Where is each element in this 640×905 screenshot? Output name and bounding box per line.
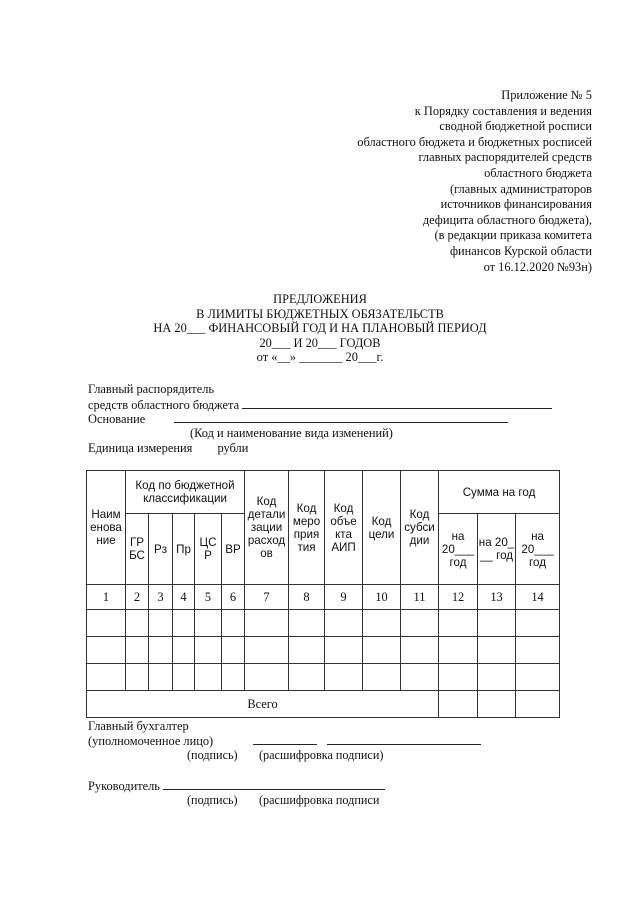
title-date: от «__» _______ 20___г. bbox=[256, 350, 384, 365]
head-sign-caption: (подпись) bbox=[187, 793, 238, 807]
appendix-block bbox=[357, 88, 592, 275]
appendix-line: источников финансирования bbox=[440, 197, 592, 212]
header-year-3: на 20___ год bbox=[516, 514, 560, 585]
table-cell[interactable] bbox=[173, 664, 195, 691]
table-cell[interactable] bbox=[149, 637, 173, 664]
column-number: 2 bbox=[126, 585, 149, 610]
sign-caption: (подпись) bbox=[187, 748, 238, 762]
table-cell[interactable] bbox=[439, 664, 478, 691]
title-line-2: В ЛИМИТЫ БЮДЖЕТНЫХ ОБЯЗАТЕЛЬСТВ bbox=[196, 306, 444, 321]
manager-field[interactable] bbox=[242, 397, 552, 409]
column-number: 11 bbox=[401, 585, 439, 610]
title-line-4: 20___ И 20___ ГОДОВ bbox=[259, 335, 381, 350]
appendix-line: областного бюджета bbox=[484, 165, 592, 180]
appendix-line: (главных администраторов bbox=[449, 181, 592, 196]
appendix-line: от 16.12.2020 №93н) bbox=[483, 259, 592, 274]
table-cell[interactable] bbox=[245, 610, 289, 637]
table-cell[interactable] bbox=[195, 664, 222, 691]
header-event-code: Код меро прия тия bbox=[289, 471, 325, 585]
column-number: 9 bbox=[325, 585, 363, 610]
table-cell[interactable] bbox=[126, 637, 149, 664]
column-number: 14 bbox=[516, 585, 560, 610]
basis-label: Основание bbox=[88, 412, 146, 426]
appendix-line: Приложение № 5 bbox=[501, 88, 592, 102]
table-cell[interactable] bbox=[401, 637, 439, 664]
unit-label: Единица измерения bbox=[88, 441, 193, 455]
table-cell[interactable] bbox=[289, 664, 325, 691]
title-line-1: ПРЕДЛОЖЕНИЯ bbox=[273, 292, 367, 306]
table-cell[interactable] bbox=[289, 637, 325, 664]
header-year-2: на 20_ __ год bbox=[478, 514, 516, 585]
appendix-line: сводной бюджетной росписи bbox=[439, 119, 592, 134]
table-cell[interactable] bbox=[87, 664, 126, 691]
total-label: Всего bbox=[87, 691, 439, 718]
accountant-label-1: Главный бухгалтер bbox=[88, 719, 189, 733]
column-number: 10 bbox=[363, 585, 401, 610]
limits-table bbox=[86, 470, 560, 718]
unit-row bbox=[88, 441, 248, 456]
table-cell[interactable] bbox=[87, 610, 126, 637]
column-number: 6 bbox=[222, 585, 245, 610]
basis-hint: (Код и наименование вида изменений) bbox=[190, 426, 393, 440]
appendix-line: к Порядку составления и ведения bbox=[414, 103, 592, 118]
appendix-line: областного бюджета и бюджетных росписей bbox=[357, 134, 592, 149]
table-cell[interactable] bbox=[245, 637, 289, 664]
head-decode-caption: (расшифровка подписи bbox=[259, 793, 380, 807]
header-csr: ЦС Р bbox=[195, 514, 222, 585]
table-cell[interactable] bbox=[195, 637, 222, 664]
header-pr: Пр bbox=[173, 514, 195, 585]
accountant-decode-line[interactable] bbox=[327, 744, 481, 745]
table-cell[interactable] bbox=[401, 664, 439, 691]
column-number: 4 bbox=[173, 585, 195, 610]
appendix-line: финансов Курской области bbox=[449, 243, 592, 258]
head-signature-line[interactable] bbox=[163, 778, 385, 790]
table-cell[interactable] bbox=[126, 610, 149, 637]
table-cell[interactable] bbox=[222, 664, 245, 691]
table-cell[interactable] bbox=[363, 610, 401, 637]
basis-field[interactable] bbox=[174, 411, 508, 423]
table-cell[interactable] bbox=[478, 637, 516, 664]
table-cell[interactable] bbox=[87, 637, 126, 664]
table-cell[interactable] bbox=[195, 610, 222, 637]
table-cell[interactable] bbox=[149, 610, 173, 637]
table-cell[interactable] bbox=[439, 610, 478, 637]
head-row bbox=[88, 778, 385, 794]
table-cell[interactable] bbox=[222, 637, 245, 664]
accountant-label-2: (уполномоченное лицо) bbox=[88, 734, 214, 748]
document-title bbox=[0, 292, 640, 365]
table-cell[interactable] bbox=[173, 637, 195, 664]
table-cell[interactable] bbox=[401, 610, 439, 637]
header-detail-code: Код детали зации расход ов bbox=[245, 471, 289, 585]
header-rz: Рз bbox=[149, 514, 173, 585]
header-object-code: Код объе кта АИП bbox=[325, 471, 363, 585]
appendix-line: дефицита областного бюджета), bbox=[422, 212, 592, 227]
table-cell[interactable] bbox=[363, 637, 401, 664]
column-number: 3 bbox=[149, 585, 173, 610]
appendix-line: (в редакции приказа комитета bbox=[434, 228, 592, 243]
header-name: Наим енова ние bbox=[87, 471, 126, 585]
column-number: 1 bbox=[87, 585, 126, 610]
table-cell[interactable] bbox=[439, 637, 478, 664]
table-cell[interactable] bbox=[478, 664, 516, 691]
head-label: Руководитель bbox=[88, 779, 160, 793]
header-grbs: ГР БС bbox=[126, 514, 149, 585]
header-subsidy-code: Код субси дии bbox=[401, 471, 439, 585]
table-cell[interactable] bbox=[516, 610, 560, 637]
basis-row bbox=[88, 411, 508, 427]
total-row bbox=[87, 691, 560, 718]
total-cell[interactable] bbox=[516, 691, 560, 718]
table-cell[interactable] bbox=[516, 637, 560, 664]
decode-caption: (расшифровка подписи) bbox=[259, 748, 384, 762]
table-cell[interactable] bbox=[126, 664, 149, 691]
total-cell[interactable] bbox=[478, 691, 516, 718]
header-classification: Код по бюджетной классификации bbox=[126, 471, 245, 514]
table-cell[interactable] bbox=[363, 664, 401, 691]
table-cell[interactable] bbox=[325, 664, 363, 691]
table-cell[interactable] bbox=[289, 610, 325, 637]
table-cell[interactable] bbox=[173, 610, 195, 637]
table-row bbox=[87, 610, 560, 637]
table-cell[interactable] bbox=[325, 610, 363, 637]
table-cell[interactable] bbox=[516, 664, 560, 691]
accountant-signature-line[interactable] bbox=[253, 744, 317, 745]
column-number: 12 bbox=[439, 585, 478, 610]
manager-label-2: средств областного бюджета bbox=[88, 398, 240, 412]
table-cell[interactable] bbox=[149, 664, 173, 691]
table-cell[interactable] bbox=[245, 664, 289, 691]
manager-label-1: Главный распорядитель bbox=[88, 382, 215, 396]
title-line-3: НА 20___ ФИНАНСОВЫЙ ГОД И НА ПЛАНОВЫЙ ПЕРИОД bbox=[153, 321, 487, 336]
header-sum-per-year: Сумма на год bbox=[439, 471, 560, 514]
header-goal-code: Код цели bbox=[363, 471, 401, 585]
table-cell[interactable] bbox=[222, 610, 245, 637]
column-number: 7 bbox=[245, 585, 289, 610]
column-number: 13 bbox=[478, 585, 516, 610]
column-number: 8 bbox=[289, 585, 325, 610]
column-number: 5 bbox=[195, 585, 222, 610]
appendix-line: главных распорядителей средств bbox=[418, 150, 592, 165]
table-cell[interactable] bbox=[478, 610, 516, 637]
table-row bbox=[87, 664, 560, 691]
header-vr: ВР bbox=[222, 514, 245, 585]
header-year-1: на 20___ год bbox=[439, 514, 478, 585]
table-cell[interactable] bbox=[325, 637, 363, 664]
total-cell[interactable] bbox=[439, 691, 478, 718]
table-row bbox=[87, 637, 560, 664]
unit-value: рубли bbox=[217, 441, 249, 455]
